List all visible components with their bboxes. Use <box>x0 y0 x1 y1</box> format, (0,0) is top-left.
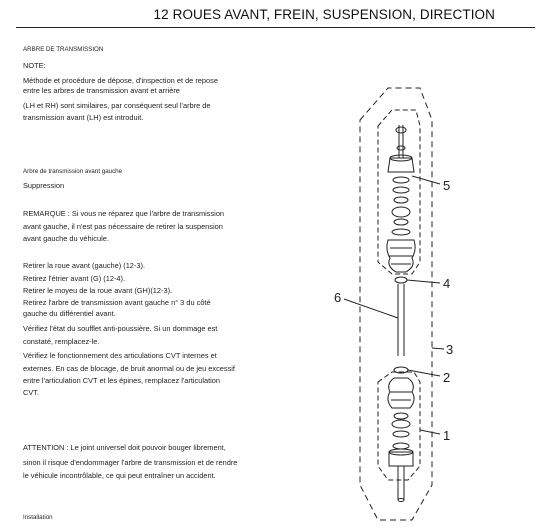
note-line: (LH et RH) sont similaires, par conséquent seul l'arbre de <box>23 101 211 110</box>
warning-line: le véhicule incontrôlable, ce qui peut entraîner un accident. <box>23 471 216 480</box>
callout-2: 2 <box>443 370 451 385</box>
step-item: gauche du différentiel avant. <box>23 309 116 318</box>
upper-ball-cage <box>392 207 410 217</box>
callout-1: 1 <box>443 428 451 443</box>
callout-5: 5 <box>443 178 451 193</box>
remark-line: avant gauche, il n'est pas nécessaire de retirer la suspension <box>23 222 223 231</box>
check-line: Vérifiez le fonctionnement des articulations CVT internes et <box>23 351 217 360</box>
leader-5 <box>412 176 440 184</box>
warning-line: sinon il risque d'endommager l'arbre de transmission et de rendre <box>23 458 238 467</box>
installation-heading: Installation <box>23 514 53 521</box>
check-line: entre l'articulation CVT et les épines, remplacez l'articulation <box>23 376 220 385</box>
check-line: constaté, remplacez-le. <box>23 337 100 346</box>
check-line: externes. En cas de blocage, de bruit anormal ou de jeu excessif <box>23 364 235 373</box>
step-item: Retirez l'étrier avant (G) (12-4). <box>23 274 126 283</box>
boot-clamp-4 <box>395 277 407 283</box>
leader-4 <box>407 280 440 283</box>
warning-line: ATTENTION : Le joint universel doit pouvoir bouger librement, <box>23 443 226 452</box>
subsection-action: Suppression <box>23 181 65 190</box>
leader-2 <box>408 370 440 376</box>
lower-boot <box>388 378 414 408</box>
check-line: CVT. <box>23 388 40 397</box>
remark-line: avant gauche du véhicule. <box>23 234 109 243</box>
section-heading: ARBRE DE TRANSMISSION <box>23 46 104 53</box>
step-item: Retirer la roue avant (gauche) (12-3). <box>23 261 146 270</box>
note-line: transmission avant (LH) est introduit. <box>23 113 144 122</box>
subsection-title: Arbre de transmission avant gauche <box>23 168 123 175</box>
leader-3 <box>432 348 444 349</box>
page-title: 12 ROUES AVANT, FREIN, SUSPENSION, DIRECTION <box>153 7 495 22</box>
upper-circlip <box>393 187 409 193</box>
step-item: Retirer le moyeu de la roue avant (GH)(12-3). <box>23 286 173 295</box>
note-line: entre les arbres de transmission avant et arrière <box>23 86 180 95</box>
leader-1 <box>420 430 440 434</box>
lower-ball-cage <box>392 420 410 428</box>
check-line: Vérifiez l'état du soufflet anti-poussière. Si un dommage est <box>23 324 218 333</box>
callout-6: 6 <box>334 290 342 305</box>
note-label: NOTE: <box>23 61 46 70</box>
upper-nut <box>396 127 406 133</box>
remark-line: REMARQUE : Si vous ne réparez que l'arbre de transmission <box>23 209 225 218</box>
leader-6 <box>344 299 398 318</box>
callout-4: 4 <box>443 276 451 291</box>
note-line: Méthode et procédure de dépose, d'inspection et de repose <box>23 76 218 85</box>
callout-3: 3 <box>446 342 454 357</box>
step-item: Retirez l'arbre de transmission avant gauche n° 3 du côté <box>23 298 211 307</box>
